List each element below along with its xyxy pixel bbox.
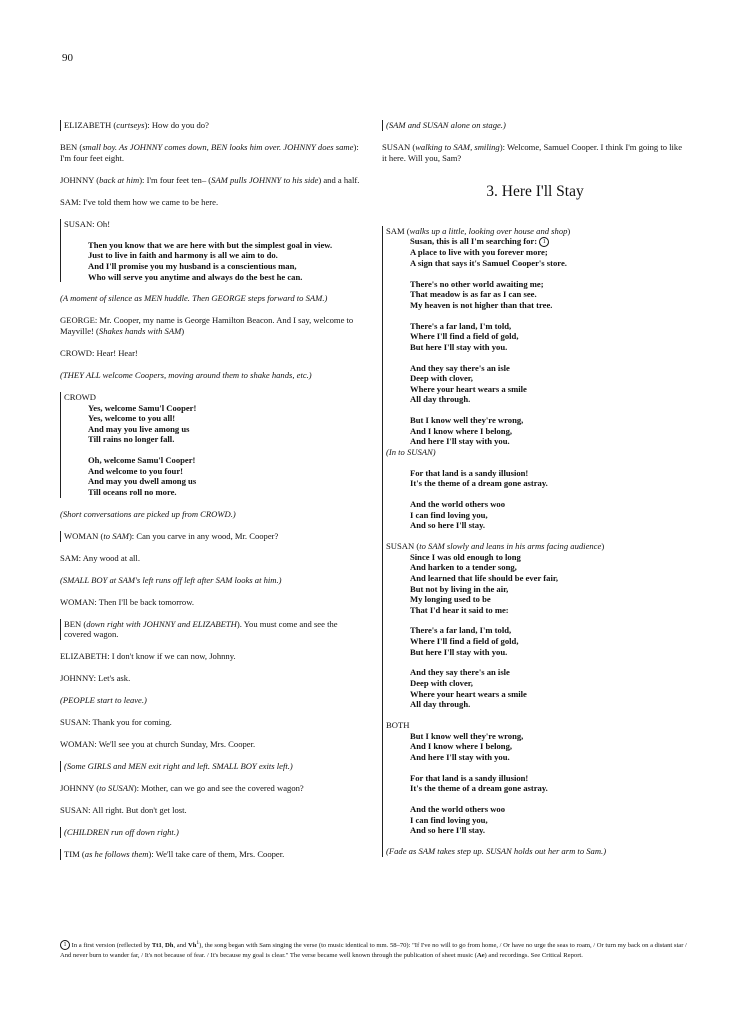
lyric-line: Where your heart wears a smile bbox=[410, 383, 527, 394]
lyric-line: I can find loving you, bbox=[410, 814, 488, 825]
lyric-line: For that land is a sandy illusion! bbox=[410, 772, 529, 783]
lyric-line: And harken to a tender song, bbox=[410, 562, 517, 573]
sam-label: SAM (walks up a little, looking over house and shop) bbox=[386, 225, 571, 236]
lyric-line: But here I'll stay with you. bbox=[410, 341, 508, 352]
crowd-label: CROWD bbox=[64, 392, 96, 403]
lyric-line: There's no other world awaiting me; bbox=[410, 278, 544, 289]
lyric-line: Deep with clover, bbox=[410, 678, 473, 689]
lyric-line: Till oceans roll no more. bbox=[88, 486, 177, 497]
lyric-line: A sign that says it's Samuel Cooper's store. bbox=[410, 257, 567, 268]
lyric-line: And learned that life should be ever fair, bbox=[410, 572, 559, 583]
right-column bbox=[382, 120, 688, 857]
dialogue-woman-church: WOMAN: We'll see you at church Sunday, Mrs. Cooper. bbox=[60, 739, 256, 750]
lyric-line: All day through. bbox=[410, 699, 471, 710]
lyric-line: There's a far land, I'm told, bbox=[410, 625, 512, 636]
lyric-line: And so here I'll stay. bbox=[410, 825, 486, 836]
stage-direction-short-conversations: (Short conversations are picked up from CROWD.) bbox=[60, 508, 236, 519]
lyric-line: I can find loving you, bbox=[410, 509, 488, 520]
dialogue-ben-wagon: BEN (down right with JOHNNY and ELIZABETH). You must come and see the covered wagon. bbox=[60, 619, 366, 640]
lyric-line: And they say there's an isle bbox=[410, 667, 510, 678]
crowd-sung-passage bbox=[60, 392, 366, 498]
susan-stanza-2 bbox=[386, 625, 688, 657]
lyric-line: And here I'll stay with you. bbox=[410, 751, 510, 762]
stage-direction-small-boy: (SMALL BOY at SAM's left runs off left after SAM looks at him.) bbox=[60, 574, 282, 585]
dialogue-johnny-lets-ask: JOHNNY: Let's ask. bbox=[60, 673, 131, 684]
sam-stanza-1 bbox=[386, 236, 688, 268]
lyric-line: It's the theme of a dream gone astray. bbox=[410, 783, 548, 794]
sam-stanza-4 bbox=[386, 363, 688, 405]
left-column bbox=[60, 120, 366, 871]
lyric-line: And I know where I belong, bbox=[410, 425, 513, 436]
sam-stanza-3 bbox=[386, 321, 688, 353]
lyric-line: And so here I'll stay. bbox=[410, 520, 486, 531]
stage-direction-people-leave: (PEOPLE start to leave.) bbox=[60, 695, 147, 706]
lyric-line: That I'd hear it said to me: bbox=[410, 604, 509, 615]
lyric-line: Where I'll find a field of gold, bbox=[410, 331, 519, 342]
crowd-stanza-1 bbox=[64, 403, 366, 445]
dialogue-sam-told-them: SAM: I've told them how we came to be here. bbox=[60, 196, 219, 207]
lyric-line: But here I'll stay with you. bbox=[410, 646, 508, 657]
lyric-line: Where I'll find a field of gold, bbox=[410, 636, 519, 647]
lyric-line: And welcome to you four! bbox=[88, 465, 183, 476]
crowd-stanza-2 bbox=[64, 455, 366, 497]
stage-direction-girls-exit: (Some GIRLS and MEN exit right and left. SMALL BOY exits left.) bbox=[60, 761, 366, 772]
lyric-line: Then you know that we are here with but the simplest goal in view. bbox=[88, 239, 333, 250]
lyric-line: And I know where I belong, bbox=[410, 741, 513, 752]
lyric-line: Susan, this is all I'm searching for: 1 bbox=[410, 236, 688, 247]
stage-direction-silence: (A moment of silence as MEN huddle. Then GEORGE steps forward to SAM.) bbox=[60, 293, 328, 304]
lyric-line: Yes, welcome Samu'l Cooper! bbox=[88, 402, 197, 413]
lyric-line: Oh, welcome Samu'l Cooper! bbox=[88, 455, 196, 466]
susan-sung-passage bbox=[60, 219, 366, 283]
both-label: BOTH bbox=[386, 720, 410, 731]
dialogue-elizabeth-curtseys: ELIZABETH (curtseys): How do you do? bbox=[60, 120, 366, 131]
dialogue-george: GEORGE: Mr. Cooper, my name is George Hamilton Beacon. And I say, welcome to Mayville! (Shakes hands with SAM) bbox=[60, 315, 354, 337]
stage-direction-welcome: (THEY ALL welcome Coopers, moving around them to shake hands, etc.) bbox=[60, 370, 312, 381]
lyric-line: And the world others woo bbox=[410, 803, 506, 814]
lyric-line: There's a far land, I'm told, bbox=[410, 320, 512, 331]
susan-label: SUSAN (to SAM slowly and leans in his arms facing audience) bbox=[386, 541, 605, 552]
lyric-line: My heaven is not higher than that tree. bbox=[410, 299, 553, 310]
lyric-line: All day through. bbox=[410, 394, 471, 405]
page-number: 90 bbox=[62, 52, 73, 64]
lyric-line: And I'll promise you my husband is a conscientious man, bbox=[88, 260, 297, 271]
sam-stanza-2 bbox=[386, 279, 688, 311]
stage-direction-in-to-susan: (In to SUSAN) bbox=[386, 447, 436, 458]
both-stanza-2 bbox=[386, 773, 688, 794]
stage-direction-children: (CHILDREN run off down right.) bbox=[60, 827, 366, 838]
dialogue-susan-oh: SUSAN: Oh! bbox=[64, 218, 111, 229]
dialogue-ben-four-feet: BEN (small boy. As JOHNNY comes down, BEN looks him over. JOHNNY does same): I'm four feet eight. bbox=[60, 141, 359, 163]
footnote: 1 In a first version (reflected by Tt1, Dh, and Vh$^1$), the song began with Sam singing the verse (to music identical to mm. 58–70): "If I've no will to go from home, / Or have no urge the seas to roam, / Or turn my back on a distant star / And never burn to wander far, / It's not because of fear. / It's because my goal is clear." The verse became well known through the publication of sheet music (Ae) and recordings. See Critical Report. bbox=[60, 940, 687, 960]
dialogue-johnny-mother: JOHNNY (to SUSAN): Mother, can we go and see the covered wagon? bbox=[60, 783, 304, 794]
lyric-line: But I know well they're wrong, bbox=[410, 730, 524, 741]
lyric-line: Deep with clover, bbox=[410, 373, 473, 384]
both-stanza-3 bbox=[386, 804, 688, 836]
lyric-line: That meadow is as far as I can see. bbox=[410, 289, 537, 300]
lyric-line: And they say there's an isle bbox=[410, 362, 510, 373]
sam-stanza-7 bbox=[386, 499, 688, 531]
lyric-line: For that land is a sandy illusion! bbox=[410, 467, 529, 478]
lyric-line: And may you dwell among us bbox=[88, 476, 197, 487]
lyric-line: But not by living in the air, bbox=[410, 583, 509, 594]
lyric-line: Since I was old enough to long bbox=[410, 551, 521, 562]
both-stanza-1 bbox=[386, 731, 688, 763]
lyric-line: Who will serve you anytime and always do the best he can. bbox=[88, 271, 303, 282]
stage-direction-fade: (Fade as SAM takes step up. SUSAN holds out her arm to Sam.) bbox=[386, 845, 607, 856]
lyric-line: And here I'll stay with you. bbox=[410, 436, 510, 447]
lyric-line: My longing used to be bbox=[410, 594, 491, 605]
lyric-line: And the world others woo bbox=[410, 499, 506, 510]
lyric-line: And may you live among us bbox=[88, 423, 190, 434]
lyric-line: Where your heart wears a smile bbox=[410, 688, 527, 699]
lyric-line: But I know well they're wrong, bbox=[410, 415, 524, 426]
dialogue-woman-tomorrow: WOMAN: Then I'll be back tomorrow. bbox=[60, 596, 195, 607]
dialogue-sam-any-wood: SAM: Any wood at all. bbox=[60, 552, 140, 563]
sam-stanza-6 bbox=[386, 468, 688, 489]
footnote-marker-icon: 1 bbox=[60, 940, 70, 950]
dialogue-susan-all-right: SUSAN: All right. But don't get lost. bbox=[60, 805, 187, 816]
lyric-line: It's the theme of a dream gone astray. bbox=[410, 478, 548, 489]
dialogue-tim: TIM (as he follows them): We'll take care of them, Mrs. Cooper. bbox=[60, 849, 366, 860]
dialogue-susan-welcome: SUSAN (walking to SAM, smiling): Welcome, Samuel Cooper. I think I'm going to like it here. Will you, Sam? bbox=[382, 141, 683, 163]
dialogue-susan-thank-you: SUSAN: Thank you for coming. bbox=[60, 717, 172, 728]
footnote-marker-icon[interactable]: 1 bbox=[539, 237, 549, 247]
susan-stanza-1 bbox=[386, 552, 688, 616]
lyric-line: A place to live with you forever more; bbox=[410, 247, 548, 258]
lyric-line: Yes, welcome to you all! bbox=[88, 413, 176, 424]
dialogue-crowd-hear: CROWD: Hear! Hear! bbox=[60, 348, 138, 359]
lyric-line: Just to live in faith and harmony is all we aim to do. bbox=[88, 250, 278, 261]
song-body bbox=[382, 226, 688, 857]
dialogue-johnny-four-feet: JOHNNY (back at him): I'm four feet ten– (SAM pulls JOHNNY to his side) and a half. bbox=[60, 174, 360, 185]
susan-stanza-3 bbox=[386, 667, 688, 709]
dialogue-elizabeth-dont-know: ELIZABETH: I don't know if we can now, Johnny. bbox=[60, 651, 236, 662]
dialogue-woman-carve: WOMAN (to SAM): Can you carve in any wood, Mr. Cooper? bbox=[60, 531, 366, 542]
lyric-line: Till rains no longer fall. bbox=[88, 434, 175, 445]
sam-stanza-5 bbox=[386, 415, 688, 447]
stage-direction-alone: (SAM and SUSAN alone on stage.) bbox=[382, 120, 688, 131]
song-title: 3. Here I'll Stay bbox=[486, 183, 584, 201]
susan-lyric bbox=[64, 240, 366, 282]
